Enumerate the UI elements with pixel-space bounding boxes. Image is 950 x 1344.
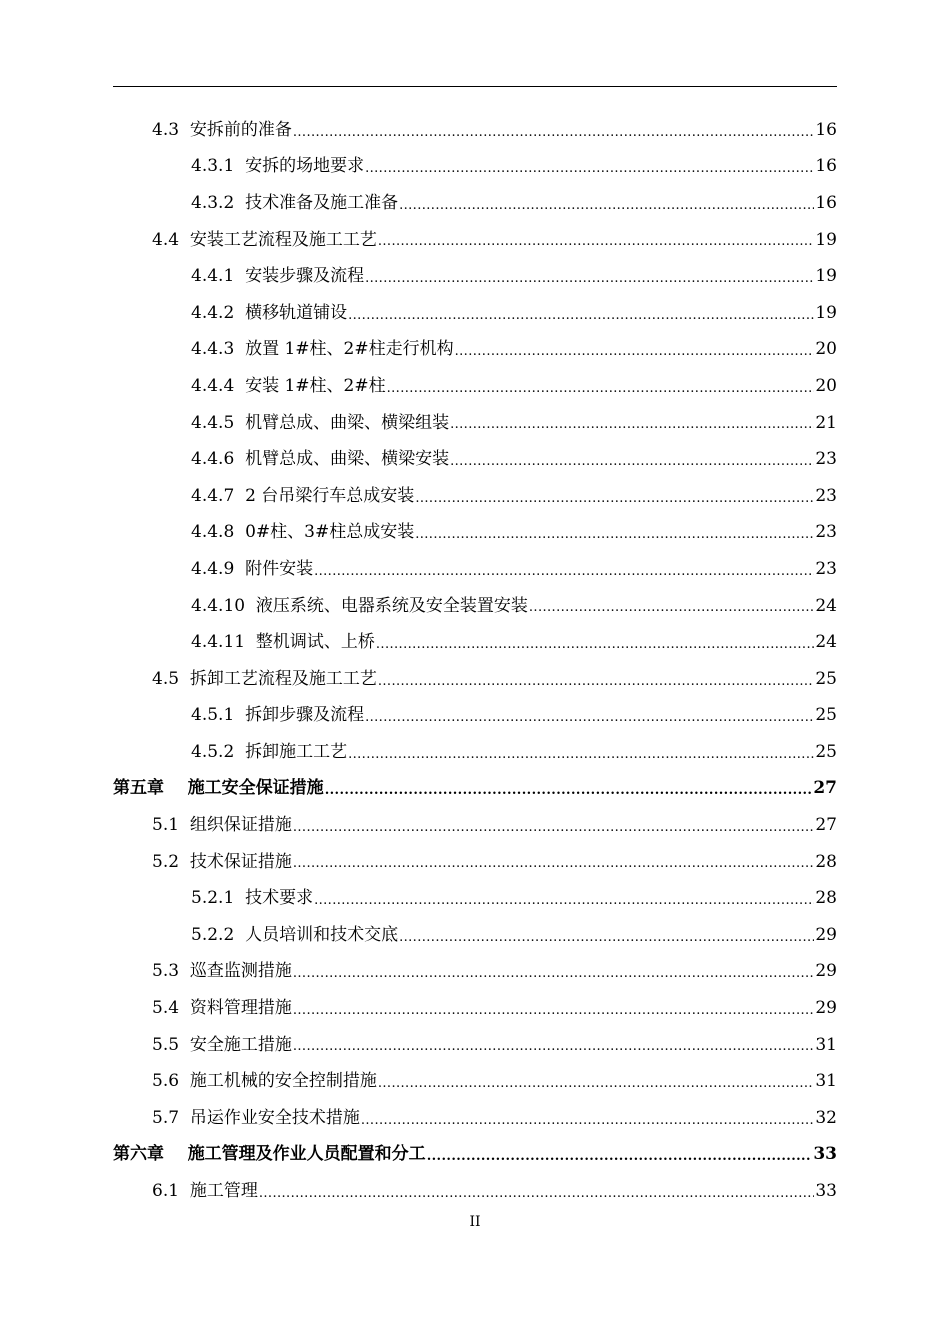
table-of-contents [113,112,837,1210]
toc-entry-page: 33 [815,1181,837,1202]
dot-leader [348,309,814,332]
toc-entry-title: 安全施工措施 [189,1034,292,1055]
dot-leader [415,492,814,515]
toc-entry-number: 4.4.9 [191,558,235,579]
toc-entry-page: 31 [815,1034,837,1055]
toc-entry-page: 28 [815,888,837,909]
toc-entry[interactable] [113,478,837,515]
toc-entry-number: 6.1 [152,1181,180,1202]
toc-entry-number: 4.3.2 [191,192,235,213]
dot-leader [376,638,814,661]
toc-entry-page: 19 [815,302,837,323]
toc-entry-page: 27 [813,778,837,799]
toc-entry-title: 整机调试、上桥 [255,632,375,653]
toc-entry-page: 31 [815,1071,837,1092]
toc-entry-title: 技术保证措施 [189,851,292,872]
toc-entry-number: 第六章 [113,1144,164,1165]
toc-entry-page: 20 [815,375,837,396]
toc-entry-number: 5.2.1 [191,888,235,909]
toc-entry[interactable] [113,112,837,149]
toc-entry-number: 5.4 [152,998,180,1019]
dot-leader [399,199,814,222]
toc-entry-title: 安装工艺流程及施工工艺 [189,229,377,250]
toc-entry-page: 27 [815,815,837,836]
toc-entry[interactable] [113,405,837,442]
toc-entry-number: 4.3.1 [191,156,235,177]
toc-entry-page: 23 [815,522,837,543]
toc-entry[interactable] [113,441,837,478]
toc-entry[interactable] [113,844,837,881]
toc-entry-title: 液压系统、电器系统及安全装置安装 [255,595,528,616]
dot-leader [259,1187,815,1210]
toc-entry-page: 24 [815,595,837,616]
dot-leader [378,675,815,698]
dot-leader [378,235,815,258]
dot-leader [529,601,814,624]
dot-leader [293,126,815,149]
toc-entry[interactable] [113,588,837,625]
toc-entry[interactable] [113,222,837,259]
dot-leader [293,1004,815,1027]
toc-entry-title: 施工管理 [189,1181,258,1202]
toc-entry-title: 安装 1#柱、2#柱 [245,375,386,396]
toc-entry-title: 机臂总成、曲梁、横梁组装 [245,412,450,433]
toc-entry-title: 附件安装 [245,558,314,579]
toc-entry[interactable] [113,515,837,552]
toc-entry-number: 5.5 [152,1034,180,1055]
dot-leader [365,711,814,734]
toc-entry-title: 安拆的场地要求 [245,156,365,177]
toc-entry[interactable] [113,1137,837,1174]
toc-entry[interactable] [113,332,837,369]
toc-entry-number: 5.7 [152,1107,180,1128]
toc-entry[interactable] [113,661,837,698]
toc-entry-page: 25 [815,705,837,726]
dot-leader [387,382,815,405]
toc-entry[interactable] [113,1173,837,1210]
toc-entry-title: 机臂总成、曲梁、横梁安装 [245,449,450,470]
toc-entry[interactable] [113,734,837,771]
toc-entry[interactable] [113,1027,837,1064]
dot-leader [293,821,815,844]
toc-entry-page: 28 [815,851,837,872]
toc-entry-title: 安拆前的准备 [189,119,292,140]
toc-entry-page: 25 [815,668,837,689]
dot-leader [399,931,814,954]
toc-entry-page: 29 [815,998,837,1019]
toc-entry-title: 巡查监测措施 [189,961,292,982]
toc-entry[interactable] [113,698,837,735]
toc-entry[interactable] [113,149,837,186]
dot-leader [450,418,814,441]
toc-entry-number: 4.5.2 [191,741,235,762]
toc-entry-number: 4.4.2 [191,302,235,323]
dot-leader [293,857,815,880]
dot-leader [365,272,814,295]
toc-entry-number: 4.4.6 [191,449,235,470]
toc-entry-title: 资料管理措施 [189,998,292,1019]
toc-entry-number: 4.5.1 [191,705,235,726]
dot-leader [293,967,815,990]
toc-entry-page: 16 [815,156,837,177]
toc-entry[interactable] [113,771,837,808]
dot-leader [361,1114,815,1137]
toc-entry-title: 技术准备及施工准备 [245,192,399,213]
dot-leader [427,1150,813,1173]
toc-entry[interactable] [113,185,837,222]
dot-leader [450,455,814,478]
toc-entry[interactable] [113,1100,837,1137]
toc-entry-title: 施工管理及作业人员配置和分工 [187,1144,426,1165]
toc-entry-page: 19 [815,229,837,250]
dot-leader [314,894,814,917]
toc-entry-title: 施工机械的安全控制措施 [189,1071,377,1092]
toc-entry-number: 4.4.3 [191,339,235,360]
toc-entry-title: 吊运作业安全技术措施 [189,1107,360,1128]
dot-leader [325,784,813,807]
toc-entry-number: 5.2.2 [191,924,235,945]
toc-entry-number: 4.4.10 [191,595,246,616]
toc-entry-page: 23 [815,558,837,579]
toc-entry-page: 23 [815,449,837,470]
toc-entry-number: 4.4.4 [191,375,235,396]
header-rule [113,86,837,87]
toc-entry[interactable] [113,954,837,991]
toc-entry[interactable] [113,368,837,405]
dot-leader [455,345,815,368]
toc-entry-page: 32 [815,1107,837,1128]
toc-entry[interactable] [113,807,837,844]
toc-entry-page: 23 [815,485,837,506]
page-number-footer: II [469,1214,481,1230]
toc-entry[interactable] [113,917,837,954]
toc-entry-title: 横移轨道铺设 [245,302,348,323]
toc-entry[interactable] [113,551,837,588]
toc-entry-page: 19 [815,266,837,287]
toc-entry-number: 4.4.5 [191,412,235,433]
toc-entry[interactable] [113,624,837,661]
dot-leader [378,1077,815,1100]
toc-entry-number: 第五章 [113,778,164,799]
toc-entry-title: 施工安全保证措施 [187,778,324,799]
toc-entry[interactable] [113,295,837,332]
toc-entry-number: 5.3 [152,961,180,982]
toc-entry-title: 2 台吊梁行车总成安装 [245,485,415,506]
dot-leader [293,1040,815,1063]
toc-entry-title: 拆卸工艺流程及施工工艺 [189,668,377,689]
toc-entry-page: 20 [815,339,837,360]
toc-entry-number: 5.1 [152,815,180,836]
toc-entry-title: 安装步骤及流程 [245,266,365,287]
toc-entry-page: 29 [815,924,837,945]
toc-entry-title: 组织保证措施 [189,815,292,836]
toc-entry-title: 拆卸步骤及流程 [245,705,365,726]
toc-entry-number: 4.4.11 [191,632,246,653]
toc-entry-title: 0#柱、3#柱总成安装 [245,522,415,543]
toc-entry-page: 29 [815,961,837,982]
dot-leader [314,565,814,588]
toc-entry-number: 4.5 [152,668,180,689]
toc-entry[interactable] [113,258,837,295]
toc-entry[interactable] [113,1063,837,1100]
toc-entry-page: 25 [815,741,837,762]
toc-entry-page: 21 [815,412,837,433]
toc-entry-number: 5.6 [152,1071,180,1092]
toc-entry-title: 技术要求 [245,888,314,909]
toc-entry-number: 5.2 [152,851,180,872]
toc-entry-title: 放置 1#柱、2#柱走行机构 [245,339,454,360]
toc-entry-title: 人员培训和技术交底 [245,924,399,945]
toc-entry-number: 4.3 [152,119,180,140]
toc-entry-page: 16 [815,119,837,140]
toc-entry-number: 4.4.7 [191,485,235,506]
toc-entry[interactable] [113,990,837,1027]
toc-entry-number: 4.4 [152,229,180,250]
toc-entry-number: 4.4.1 [191,266,235,287]
toc-entry-title: 拆卸施工工艺 [245,741,348,762]
dot-leader [365,162,814,185]
toc-entry-page: 16 [815,192,837,213]
dot-leader [415,528,814,551]
toc-entry[interactable] [113,880,837,917]
dot-leader [348,748,814,771]
toc-entry-page: 24 [815,632,837,653]
toc-entry-number: 4.4.8 [191,522,235,543]
toc-entry-page: 33 [813,1144,837,1165]
